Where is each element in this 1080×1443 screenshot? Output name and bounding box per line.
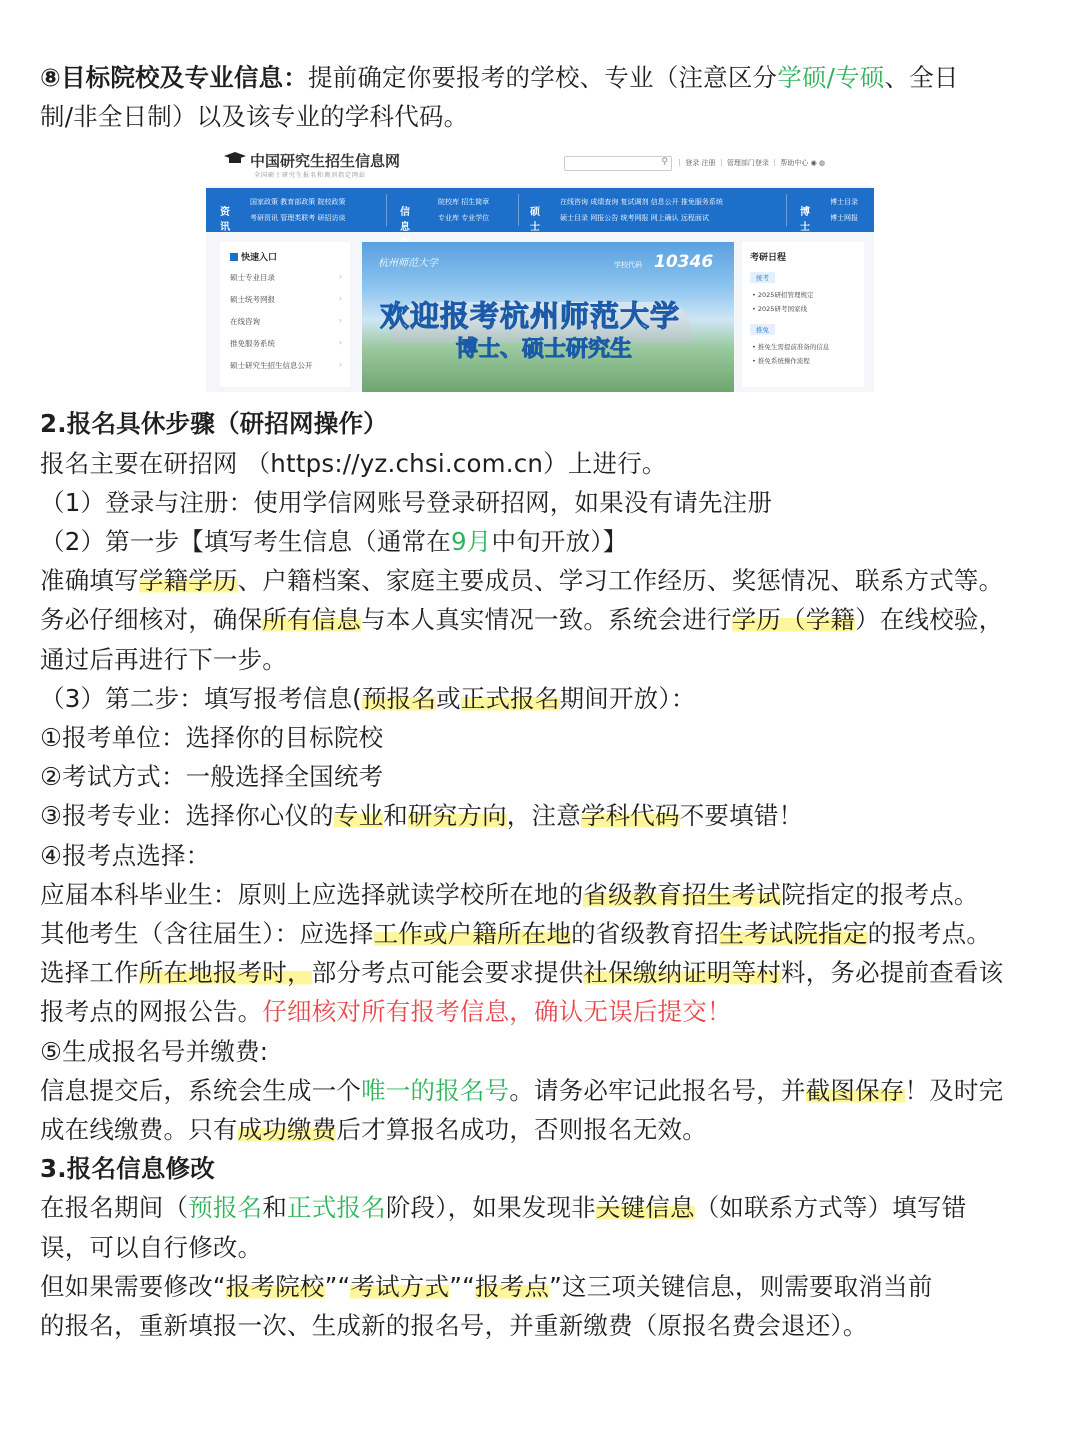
- sec2-l18: 成在线缴费。只有成功缴费后才算报名成功，否则报名无效。: [40, 1115, 707, 1145]
- site-logo: 中国研究生招生信息网: [250, 152, 401, 171]
- banner-title: 欢迎报考杭州师范大学: [380, 299, 681, 334]
- search-input[interactable]: [564, 156, 672, 171]
- quick-entry-item[interactable]: 硕士专业目录 ›: [230, 272, 342, 283]
- banner-subtitle: 博士、硕士研究生: [456, 337, 633, 363]
- schedule-item[interactable]: • 推免生需提前准备的信息: [752, 343, 830, 352]
- search-icon[interactable]: ⚲: [661, 157, 668, 168]
- sec2-l16: ⑤生成报名号并缴费:: [40, 1036, 269, 1066]
- chevron-right-icon: ›: [339, 294, 342, 304]
- school-code: 10346: [654, 252, 714, 273]
- sec2-l1: 报名主要在研招网 （https://yz.chsi.com.cn）上进行。: [40, 448, 667, 478]
- sec2-l6: 通过后再进行下一步。: [40, 644, 287, 674]
- sec2-l2: （1）登录与注册：使用学信网账号登录研招网，如果没有请先注册: [40, 487, 773, 517]
- schedule-item[interactable]: • 2025研考国家线: [752, 305, 807, 314]
- top-links[interactable]: ｜ 登录 注册 ｜ 管理部门登录 ｜ 帮助中心 ◉ ◍: [676, 159, 826, 168]
- sec8-line2: 制/非全日制）以及该专业的学科代码。: [40, 102, 469, 132]
- sec3-l3: 但如果需要修改“报考院校”“考试方式”“报考点”这三项关键信息，则需要取消当前: [40, 1271, 933, 1301]
- sec2-l10: ③报考专业：选择你心仪的专业和研究方向，注意学科代码不要填错！: [40, 801, 804, 831]
- sec3-l2: 误，可以自行修改。: [40, 1232, 263, 1262]
- sec2-l13: 其他考生（含往届生）：应选择工作或户籍所在地的省级教育招生考试院指定的报考点。: [40, 919, 992, 949]
- sec2-l8: ①报考单位：选择你的目标院校: [40, 723, 384, 753]
- site-header: [206, 142, 874, 186]
- quick-entry-item[interactable]: 在线咨询 ›: [230, 316, 342, 327]
- sec2-l7: （3）第二步：填写报考信息(预报名或正式报名期间开放）：: [40, 683, 696, 713]
- article: [40, 58, 1050, 1345]
- main-nav: 资讯 国家政策 教育部政策 院校政策 考研资讯 管理类联考 研招访谈 信息 院校库 招生简章 专业库 专业学位 硕士 在线咨询 成绩查询 复试调剂 信息公开 推免服务系统 硕士目录 网报公告 统考网报 网上确认 远程面试 博士 博士目录 博士网报: [206, 188, 874, 232]
- sec2-l4: 准确填写学籍学历、户籍档案、家庭主要成员、学习工作经历、奖惩情况、联系方式等。: [40, 566, 1004, 596]
- yanzhao-screenshot: [206, 142, 874, 392]
- sec2-l3: （2）第一步【填写考生信息（通常在9月中旬开放）】: [40, 527, 628, 557]
- exam-schedule-title: 考研日程: [750, 253, 787, 264]
- wechat-icon[interactable]: ◍: [818, 159, 826, 168]
- chevron-right-icon: ›: [339, 272, 342, 282]
- schedule-item[interactable]: • 推免系统操作流程: [752, 357, 810, 366]
- sec8-line1: ⑧目标院校及专业信息：提前确定你要报考的学校、专业（注意区分学硕/专硕、全日: [40, 63, 959, 92]
- quick-entry-item[interactable]: 推免服务系统 ›: [230, 338, 342, 349]
- tab-tongkao[interactable]: 统考: [750, 272, 775, 283]
- exam-schedule-panel: [742, 242, 864, 387]
- university-logo: 杭州师范大学: [378, 258, 438, 270]
- sec2-l17: 信息提交后，系统会生成一个唯一的报名号。请务必牢记此报名号，并截图保存！及时完: [40, 1075, 1004, 1105]
- sec3-title: 3.报名信息修改: [40, 1154, 215, 1184]
- quick-entry-item[interactable]: 硕士研究生招生信息公开 ›: [230, 360, 342, 371]
- sec2-l15: 报考点的网报公告。仔细核对所有报考信息，确认无误后提交！: [40, 997, 732, 1027]
- quick-entry-title: 快速入口: [230, 250, 277, 263]
- quick-entry-panel: [220, 242, 350, 387]
- chevron-right-icon: ›: [339, 338, 342, 348]
- chevron-right-icon: ›: [339, 316, 342, 326]
- university-banner[interactable]: 杭州师范大学 学校代码 10346 欢迎报考杭州师范大学 博士、硕士研究生: [362, 242, 734, 392]
- sec2-l14: 选择工作所在地报考时，部分考点可能会要求提供社保缴纳证明等村料，务必提前查看该: [40, 958, 1004, 988]
- site-logo-sub: 全国硕士研究生报名和调剂指定网站: [254, 172, 367, 180]
- sec3-l4: 的报名，重新填报一次、生成新的报名号，并重新缴费（原报名费会退还）。: [40, 1311, 868, 1341]
- graduation-cap-icon: [224, 152, 246, 164]
- sec2-l11: ④报考点选择：: [40, 840, 211, 870]
- schedule-item[interactable]: • 2025研招管理规定: [752, 291, 814, 300]
- sec2-title: 2.报名具休步骤（研招网操作）: [40, 409, 388, 439]
- chevron-right-icon: ›: [339, 360, 342, 370]
- weibo-icon[interactable]: ◉: [810, 159, 817, 168]
- quick-entry-item[interactable]: 硕士统考网报 ›: [230, 294, 342, 305]
- sec2-l9: ②考试方式：一般选择全国统考: [40, 762, 384, 792]
- sec8-title: ⑧目标院校及专业信息：: [40, 63, 308, 92]
- sec3-l1: 在报名期间（预报名和正式报名阶段），如果发现非关键信息（如联系方式等）填写错: [40, 1193, 967, 1223]
- tab-tuimian[interactable]: 推免: [750, 324, 775, 335]
- sec2-l12: 应届本科毕业生：原则上应选择就读学校所在地的省级教育招生考试院指定的报考点。: [40, 879, 979, 909]
- sec2-l5: 务必仔细核对，确保所有信息与本人真实情况一致。系统会进行学历（学籍）在线校验，: [40, 605, 1004, 635]
